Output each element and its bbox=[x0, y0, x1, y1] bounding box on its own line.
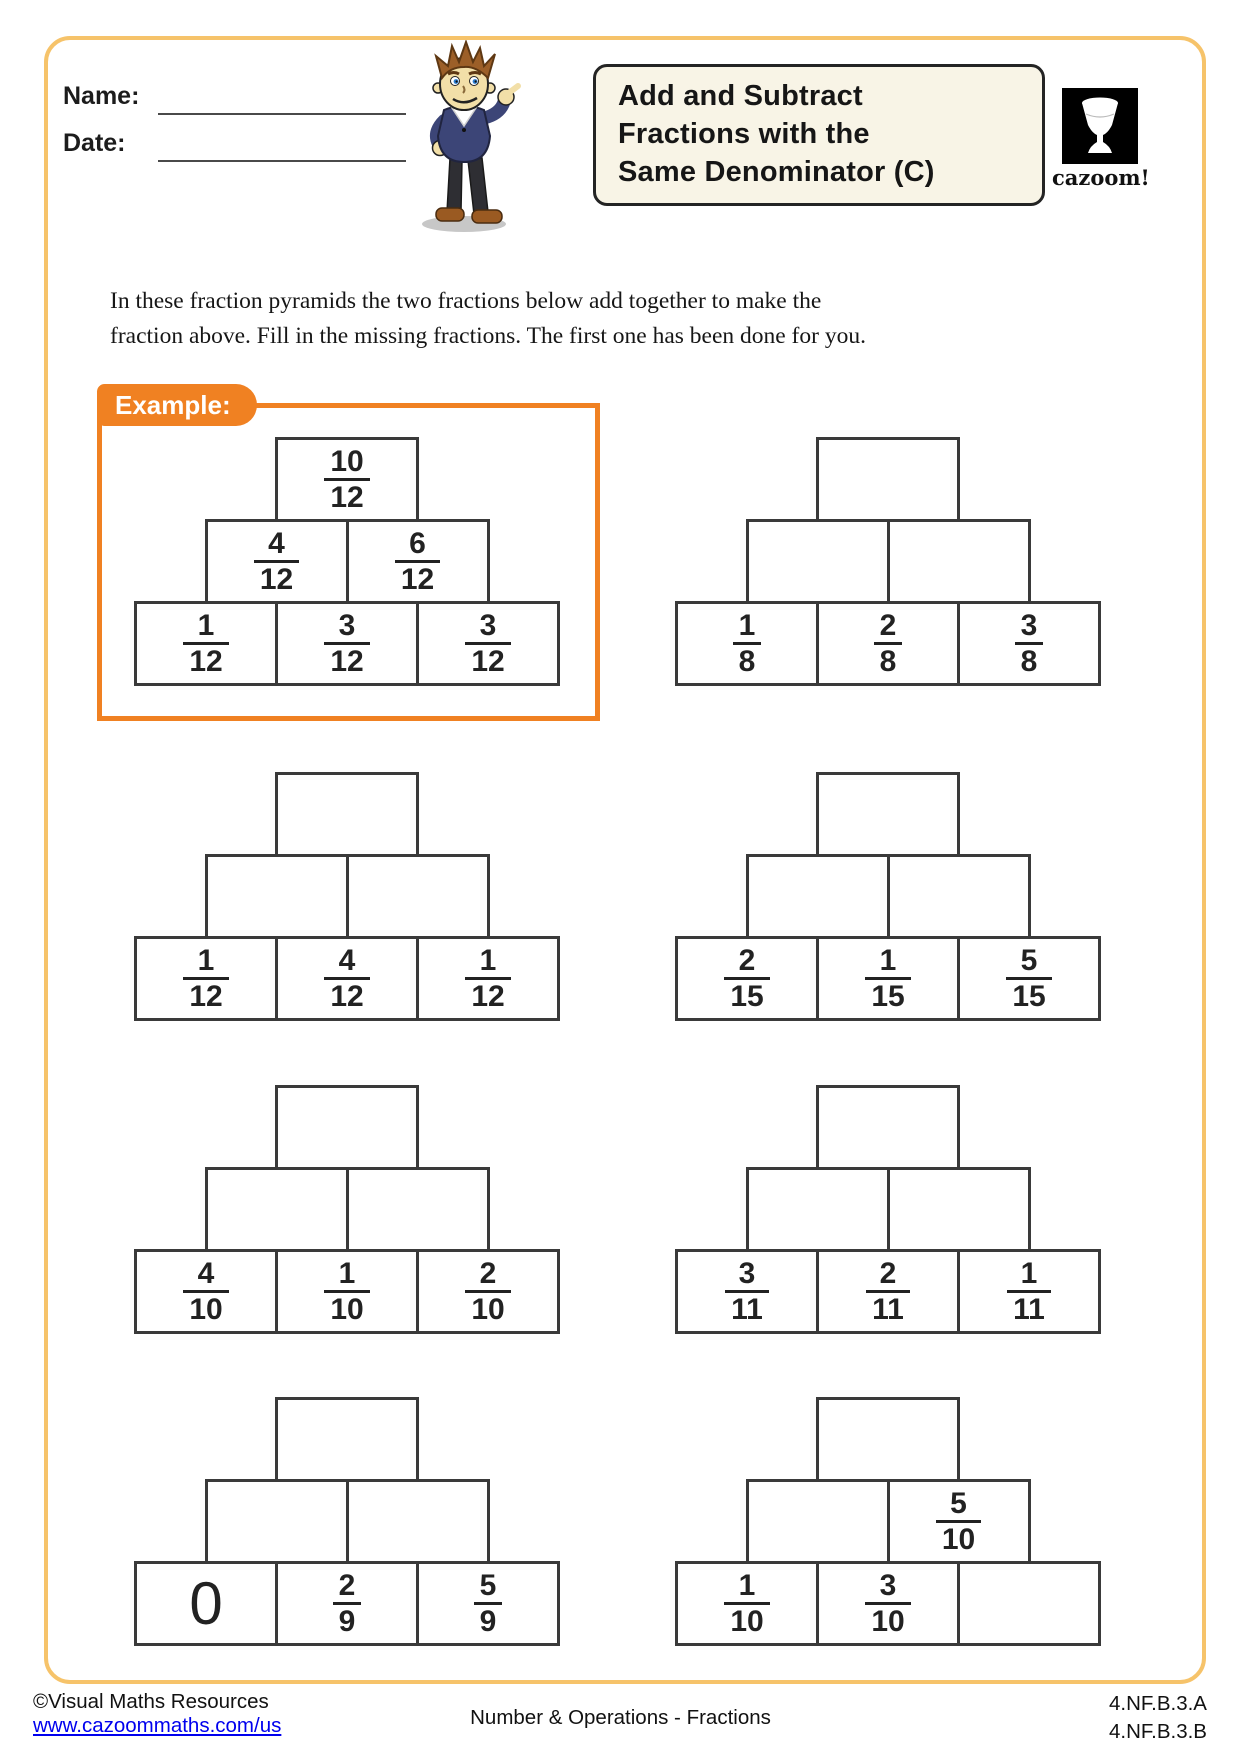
pyramid-6-cell-r1c1[interactable] bbox=[887, 1167, 1031, 1252]
pyramid-example-row-2 bbox=[134, 601, 560, 686]
fraction-denominator: 10 bbox=[183, 1290, 228, 1325]
pyramid-5-cell-r2c0 bbox=[134, 1249, 278, 1334]
fraction-value bbox=[324, 1258, 369, 1324]
date-label: Date: bbox=[63, 129, 126, 157]
title-line-2: Fractions with the bbox=[618, 118, 870, 150]
pyramid-6 bbox=[675, 1085, 1101, 1334]
pyramid-3-cell-r1c1[interactable] bbox=[346, 854, 490, 939]
mascot-character bbox=[398, 40, 538, 240]
fraction-numerator: 5 bbox=[1020, 944, 1038, 978]
fraction-numerator: 1 bbox=[738, 1569, 756, 1603]
fraction-numerator: 4 bbox=[268, 527, 285, 561]
fraction-value bbox=[183, 610, 228, 676]
pyramid-4 bbox=[675, 772, 1101, 1021]
fraction-numerator: 2 bbox=[338, 1569, 356, 1603]
fraction-value bbox=[465, 610, 510, 676]
fraction-value bbox=[183, 1258, 228, 1324]
pyramid-example-row-0 bbox=[134, 437, 560, 522]
fraction-value bbox=[724, 1570, 769, 1636]
fraction-numerator: 3 bbox=[338, 609, 356, 643]
fraction-value bbox=[874, 610, 903, 676]
title-line-1: Add and Subtract bbox=[618, 80, 863, 112]
pyramid-3-row-2 bbox=[134, 936, 560, 1021]
instructions-line-1: In these fraction pyramids the two fractions below add together to make the bbox=[110, 288, 822, 314]
pyramid-2-row-2 bbox=[675, 601, 1101, 686]
pyramid-8-cell-r2c1 bbox=[816, 1561, 960, 1646]
pyramid-2-cell-r0c0[interactable] bbox=[816, 437, 960, 522]
pyramid-4-cell-r2c1 bbox=[816, 936, 960, 1021]
standard-code-2: 4.NF.B.3.B bbox=[1109, 1720, 1207, 1743]
cazoom-link[interactable]: www.cazoommaths.com/us bbox=[33, 1714, 282, 1737]
fraction-denominator: 12 bbox=[395, 560, 440, 595]
pyramid-5-cell-r2c1 bbox=[275, 1249, 419, 1334]
pyramid-6-cell-r2c2 bbox=[957, 1249, 1101, 1334]
instructions-line-2: fraction above. Fill in the missing fractions. The first one has been done for you. bbox=[110, 323, 866, 349]
fraction-denominator: 12 bbox=[254, 560, 299, 595]
pyramid-2-cell-r1c0[interactable] bbox=[746, 519, 890, 604]
pyramid-4-cell-r1c1[interactable] bbox=[887, 854, 1031, 939]
pyramid-8-row-1 bbox=[675, 1479, 1101, 1564]
pyramid-7-cell-r2c2 bbox=[416, 1561, 560, 1646]
fraction-value bbox=[733, 610, 762, 676]
pyramid-5-cell-r0c0[interactable] bbox=[275, 1085, 419, 1170]
pyramid-6-row-0 bbox=[675, 1085, 1101, 1170]
fraction-denominator: 12 bbox=[183, 977, 228, 1012]
pyramid-5-row-0 bbox=[134, 1085, 560, 1170]
fraction-value bbox=[1007, 1258, 1051, 1324]
pyramid-4-cell-r1c0[interactable] bbox=[746, 854, 890, 939]
fraction-denominator: 15 bbox=[1006, 977, 1051, 1012]
fraction-numerator: 2 bbox=[738, 944, 756, 978]
pyramid-2-cell-r2c2 bbox=[957, 601, 1101, 686]
pyramid-3-cell-r0c0[interactable] bbox=[275, 772, 419, 857]
pyramid-4-cell-r0c0[interactable] bbox=[816, 772, 960, 857]
pyramid-3-cell-r2c0 bbox=[134, 936, 278, 1021]
fraction-value bbox=[465, 1258, 510, 1324]
fraction-numerator: 4 bbox=[338, 944, 356, 978]
pyramid-5-row-2 bbox=[134, 1249, 560, 1334]
fraction-numerator: 1 bbox=[479, 944, 497, 978]
fraction-numerator: 1 bbox=[197, 609, 215, 643]
fraction-value bbox=[474, 1570, 503, 1636]
pyramid-7-row-1 bbox=[134, 1479, 560, 1564]
fraction-denominator: 10 bbox=[936, 1520, 981, 1555]
fraction-value bbox=[866, 1258, 910, 1324]
pyramid-7-cell-r2c0 bbox=[134, 1561, 278, 1646]
fraction-value bbox=[865, 945, 910, 1011]
fraction-value bbox=[936, 1488, 981, 1554]
fraction-value bbox=[183, 945, 228, 1011]
fraction-denominator: 12 bbox=[324, 977, 369, 1012]
pyramid-example-cell-r2c2 bbox=[416, 601, 560, 686]
fraction-denominator: 11 bbox=[725, 1290, 769, 1325]
pyramid-2-cell-r1c1[interactable] bbox=[887, 519, 1031, 604]
pyramid-5-row-1 bbox=[134, 1167, 560, 1252]
pyramid-8-cell-r0c0[interactable] bbox=[816, 1397, 960, 1482]
pyramid-2 bbox=[675, 437, 1101, 686]
pyramid-6-cell-r2c0 bbox=[675, 1249, 819, 1334]
pyramid-4-row-0 bbox=[675, 772, 1101, 857]
fraction-denominator: 15 bbox=[724, 977, 769, 1012]
pyramid-3-cell-r1c0[interactable] bbox=[205, 854, 349, 939]
pyramid-5-cell-r1c1[interactable] bbox=[346, 1167, 490, 1252]
fraction-denominator: 11 bbox=[866, 1290, 910, 1325]
fraction-denominator: 8 bbox=[733, 642, 762, 677]
pyramid-5-cell-r1c0[interactable] bbox=[205, 1167, 349, 1252]
fraction-denominator: 9 bbox=[333, 1602, 362, 1637]
copyright-text: ©Visual Maths Resources bbox=[33, 1690, 269, 1713]
pyramid-3-row-0 bbox=[134, 772, 560, 857]
pyramid-5 bbox=[134, 1085, 560, 1334]
fraction-value bbox=[865, 1570, 910, 1636]
pyramid-8 bbox=[675, 1397, 1101, 1646]
pyramid-6-cell-r1c0[interactable] bbox=[746, 1167, 890, 1252]
pyramid-6-row-1 bbox=[675, 1167, 1101, 1252]
pyramid-2-cell-r2c0 bbox=[675, 601, 819, 686]
cazoom-logo bbox=[1052, 88, 1148, 190]
fraction-value bbox=[725, 1258, 769, 1324]
fraction-numerator: 10 bbox=[330, 445, 364, 479]
pyramid-7-row-2 bbox=[134, 1561, 560, 1646]
fraction-numerator: 2 bbox=[479, 1257, 497, 1291]
fraction-numerator: 3 bbox=[738, 1257, 756, 1291]
fraction-value bbox=[324, 945, 369, 1011]
pyramid-8-row-0 bbox=[675, 1397, 1101, 1482]
fraction-numerator: 2 bbox=[879, 609, 897, 643]
pyramid-8-cell-r2c0 bbox=[675, 1561, 819, 1646]
fraction-value bbox=[395, 528, 440, 594]
footer-topic: Number & Operations - Fractions bbox=[470, 1706, 771, 1729]
fraction-numerator: 1 bbox=[1020, 1257, 1038, 1291]
fraction-value bbox=[324, 610, 369, 676]
pyramid-3 bbox=[134, 772, 560, 1021]
pyramid-3-row-1 bbox=[134, 854, 560, 939]
fraction-numerator: 5 bbox=[950, 1487, 967, 1521]
pyramid-4-cell-r2c2 bbox=[957, 936, 1101, 1021]
pyramid-6-row-2 bbox=[675, 1249, 1101, 1334]
pyramid-7-row-0 bbox=[134, 1397, 560, 1482]
example-label: Example: bbox=[97, 384, 257, 426]
fraction-denominator: 11 bbox=[1007, 1290, 1051, 1325]
fraction-value bbox=[254, 528, 299, 594]
instructions bbox=[110, 284, 866, 354]
fraction-denominator: 12 bbox=[465, 977, 510, 1012]
pyramid-example-row-1 bbox=[134, 519, 560, 604]
pyramid-7-cell-r1c1[interactable] bbox=[346, 1479, 490, 1564]
pyramid-2-row-1 bbox=[675, 519, 1101, 604]
logo-text: cazoom! bbox=[1052, 165, 1150, 190]
worksheet-title-box bbox=[593, 64, 1045, 206]
fraction-value bbox=[1015, 610, 1044, 676]
fraction-denominator: 10 bbox=[324, 1290, 369, 1325]
title-line-3: Same Denominator (C) bbox=[618, 156, 935, 188]
footer-standards bbox=[1109, 1690, 1207, 1746]
fraction-denominator: 12 bbox=[324, 478, 369, 513]
pyramid-example-cell-r0c0 bbox=[275, 437, 419, 522]
pyramid-4-row-2 bbox=[675, 936, 1101, 1021]
date-input-line[interactable] bbox=[158, 160, 406, 162]
fraction-value bbox=[465, 945, 510, 1011]
pyramid-7 bbox=[134, 1397, 560, 1646]
fraction-denominator: 9 bbox=[474, 1602, 503, 1637]
pyramid-2-row-0 bbox=[675, 437, 1101, 522]
pyramid-8-cell-r2c2[interactable] bbox=[957, 1561, 1101, 1646]
fraction-numerator: 5 bbox=[479, 1569, 497, 1603]
fraction-numerator: 4 bbox=[197, 1257, 215, 1291]
fraction-value bbox=[333, 1570, 362, 1636]
pyramid-example-cell-r1c1 bbox=[346, 519, 490, 604]
pyramid-4-cell-r2c0 bbox=[675, 936, 819, 1021]
fraction-numerator: 1 bbox=[879, 944, 897, 978]
fraction-numerator: 1 bbox=[338, 1257, 356, 1291]
pyramid-2-cell-r2c1 bbox=[816, 601, 960, 686]
fraction-denominator: 12 bbox=[183, 642, 228, 677]
pyramid-8-cell-r1c0[interactable] bbox=[746, 1479, 890, 1564]
fraction-numerator: 1 bbox=[197, 944, 215, 978]
whole-number-value: 0 bbox=[189, 1569, 223, 1637]
fraction-denominator: 10 bbox=[724, 1602, 769, 1637]
fraction-numerator: 3 bbox=[879, 1569, 897, 1603]
standard-code-1: 4.NF.B.3.A bbox=[1109, 1692, 1207, 1715]
fraction-denominator: 8 bbox=[1015, 642, 1044, 677]
pyramid-7-cell-r0c0[interactable] bbox=[275, 1397, 419, 1482]
pyramid-8-row-2 bbox=[675, 1561, 1101, 1646]
fraction-value bbox=[1006, 945, 1051, 1011]
fraction-denominator: 10 bbox=[465, 1290, 510, 1325]
pyramid-example-cell-r1c0 bbox=[205, 519, 349, 604]
pyramid-6-cell-r0c0[interactable] bbox=[816, 1085, 960, 1170]
fraction-denominator: 10 bbox=[865, 1602, 910, 1637]
name-input-line[interactable] bbox=[158, 113, 406, 115]
pyramid-7-cell-r2c1 bbox=[275, 1561, 419, 1646]
fraction-numerator: 3 bbox=[479, 609, 497, 643]
fraction-numerator: 3 bbox=[1020, 609, 1038, 643]
name-label: Name: bbox=[63, 82, 140, 110]
fraction-numerator: 1 bbox=[738, 609, 756, 643]
pyramid-4-row-1 bbox=[675, 854, 1101, 939]
pyramid-3-cell-r2c1 bbox=[275, 936, 419, 1021]
fraction-numerator: 6 bbox=[409, 527, 426, 561]
fraction-value bbox=[324, 446, 369, 512]
fraction-denominator: 12 bbox=[465, 642, 510, 677]
pyramid-7-cell-r1c0[interactable] bbox=[205, 1479, 349, 1564]
fraction-denominator: 15 bbox=[865, 977, 910, 1012]
pyramid-example-cell-r2c1 bbox=[275, 601, 419, 686]
fraction-value bbox=[724, 945, 769, 1011]
pyramid-3-cell-r2c2 bbox=[416, 936, 560, 1021]
pyramid-8-cell-r1c1 bbox=[887, 1479, 1031, 1564]
drum-icon bbox=[1062, 88, 1138, 164]
fraction-denominator: 8 bbox=[874, 642, 903, 677]
pyramid-6-cell-r2c1 bbox=[816, 1249, 960, 1334]
pyramid-example-cell-r2c0 bbox=[134, 601, 278, 686]
fraction-denominator: 12 bbox=[324, 642, 369, 677]
fraction-numerator: 2 bbox=[879, 1257, 897, 1291]
pyramid-5-cell-r2c2 bbox=[416, 1249, 560, 1334]
pyramid-example bbox=[134, 437, 560, 686]
